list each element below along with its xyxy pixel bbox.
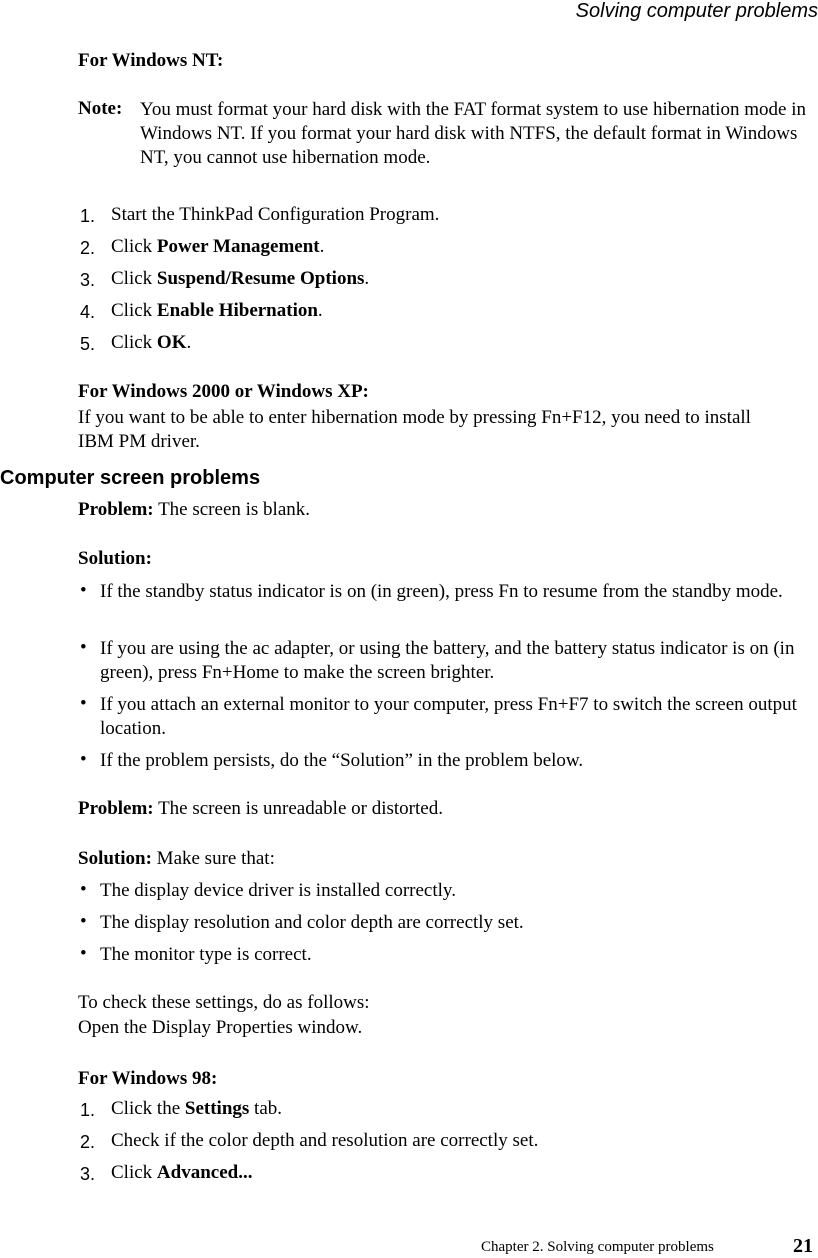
step-text: Click OK. (111, 332, 192, 353)
problem2: Problem: The screen is unreadable or distorted. (78, 798, 443, 819)
step-number: 1. (80, 206, 96, 226)
list-item: The monitor type is correct. (100, 944, 312, 965)
step-text: Check if the color depth and resolution are correctly set. (111, 1130, 539, 1151)
w2k-heading: For Windows 2000 or Windows XP: (78, 381, 369, 402)
bullet-marker: • (80, 943, 87, 964)
bullet-marker: • (80, 637, 87, 658)
step-text: Click Power Management. (111, 236, 325, 257)
check-line-1: To check these settings, do as follows: (78, 992, 370, 1013)
step-number: 3. (80, 270, 96, 290)
check-line-2: Open the Display Properties window. (78, 1017, 363, 1038)
step-number: 2. (80, 1132, 96, 1152)
bullet-marker: • (80, 911, 87, 932)
problem1: Problem: The screen is blank. (78, 499, 311, 520)
list-item: The display device driver is installed correctly. (100, 880, 456, 901)
step-text: Click Enable Hibernation. (111, 300, 323, 321)
list-item: If the problem persists, do the “Solution” in the problem below. (100, 750, 584, 771)
w2k-text: If you want to be able to enter hibernation mode by pressing Fn+F12, you need to install IBM PM driver. (78, 407, 751, 452)
running-header: Solving computer problems (575, 0, 818, 22)
list-item: If you are using the ac adapter, or using the battery, and the battery status indicator is on (in green), press Fn+Home to make the screen brighter. (100, 638, 795, 683)
list-item: If you attach an external monitor to your computer, press Fn+F7 to switch the screen output location. (100, 694, 797, 739)
bullet-marker: • (80, 693, 87, 714)
bullet-marker: • (80, 879, 87, 900)
step-number: 3. (80, 1164, 96, 1184)
solution2: Solution: Make sure that: (78, 848, 275, 869)
nt-heading: For Windows NT: (78, 50, 224, 71)
step-number: 2. (80, 238, 96, 258)
section-title: Computer screen problems (0, 467, 261, 489)
footer-chapter: Chapter 2. Solving computer problems (481, 1239, 714, 1255)
list-item: If the standby status indicator is on (in green), press Fn to resume from the standby mode. (100, 581, 783, 602)
note-label: Note: (78, 98, 123, 119)
step-text: Click Advanced... (111, 1162, 253, 1183)
list-item: The display resolution and color depth are correctly set. (100, 912, 524, 933)
step-number: 4. (80, 302, 96, 322)
bullet-marker: • (80, 580, 87, 601)
step-text: Click Suspend/Resume Options. (111, 268, 370, 289)
step-text: Start the ThinkPad Configuration Program. (111, 204, 440, 225)
bullet-marker: • (80, 749, 87, 770)
step-number: 1. (80, 1100, 96, 1120)
page-number: 21 (793, 1235, 813, 1257)
solution1-label: Solution: (78, 548, 152, 569)
w98-heading: For Windows 98: (78, 1068, 218, 1089)
step-number: 5. (80, 334, 96, 354)
note-text: You must format your hard disk with the FAT format system to use hibernation mode in Windows NT. If you format your hard disk with NTFS, the default format in Windows NT, you cannot use hibernation mode. (140, 99, 807, 168)
step-text: Click the Settings tab. (111, 1098, 283, 1119)
